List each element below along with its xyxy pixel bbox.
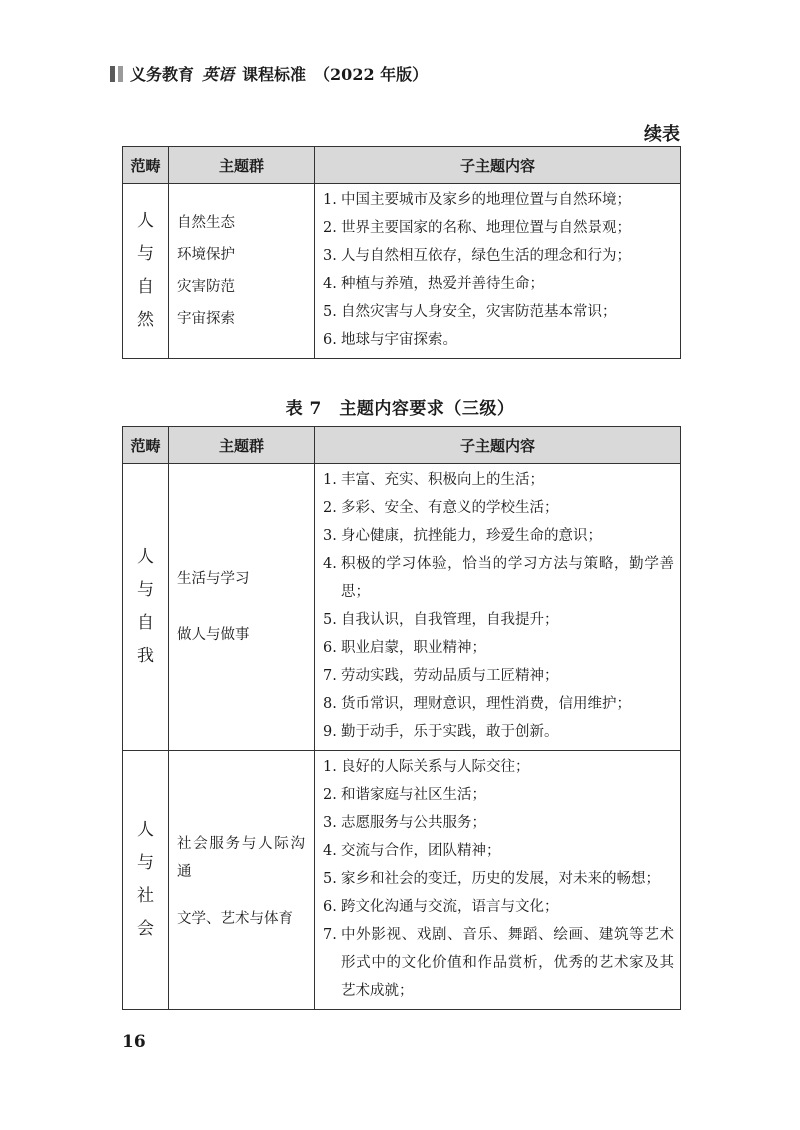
item-text: 中外影视、戏剧、音乐、舞蹈、绘画、建筑等艺术形式中的文化价值和作品赏析，优秀的艺术家及其艺术成就； [341,927,674,999]
header-subject: 英语 [202,65,235,84]
item-number: 3. [323,815,337,831]
item-number: 2. [323,787,337,803]
list-item [323,270,674,298]
subtopic-list [323,466,674,746]
item-number: 2. [323,220,337,236]
list-item [323,214,674,242]
table-7-theme-requirements [122,426,681,1010]
continued-theme-table [122,146,681,359]
column-header-theme-group: 主题群 [169,427,315,464]
theme-group: 做人与做事 [177,627,250,643]
item-text: 勤于动手，乐于实践，敢于创新。 [341,724,559,740]
list-item [323,718,674,746]
item-text: 种植与养殖，热爱并善待生命； [341,276,544,292]
category-char: 自 [137,613,154,633]
list-item [323,662,674,690]
item-number: 4. [323,556,337,572]
list-item [323,606,674,634]
item-number: 6. [323,899,337,915]
item-text: 交流与合作，团队精神； [341,843,501,859]
item-number: 7. [323,668,337,684]
table-row [123,464,681,751]
item-text: 良好的人际关系与人际交往； [341,759,530,775]
list-item [323,494,674,522]
category-char: 人 [137,547,154,567]
item-text: 家乡和社会的变迁，历史的发展，对未来的畅想； [341,871,660,887]
item-number: 3. [323,528,337,544]
item-text: 地球与宇宙探索。 [341,332,457,348]
item-number: 5. [323,612,337,628]
table-header-row [123,427,681,464]
item-number: 4. [323,276,337,292]
table-caption: 表 7 主题内容要求（三级） [285,399,515,419]
list-item [323,242,674,270]
item-number: 6. [323,332,337,348]
list-item [323,690,674,718]
continued-label: 续表 [644,124,680,145]
list-item [323,753,674,781]
list-item [323,522,674,550]
item-number: 5. [323,871,337,887]
item-number: 7. [323,927,337,943]
theme-group: 宇宙探索 [177,311,235,327]
subtopic-cell [315,751,681,1010]
category-char: 与 [137,853,154,873]
list-item [323,326,674,354]
category-char: 与 [137,580,154,600]
subtopic-list [323,753,674,1005]
header-edition: （2022 年版） [314,65,429,84]
item-text: 职业启蒙，职业精神； [341,640,486,656]
list-item [323,921,674,1005]
page-number: 16 [122,1032,146,1052]
theme-group: 环境保护 [177,247,235,263]
list-item [323,634,674,662]
column-header-subtopics: 子主题内容 [315,427,681,464]
theme-group: 灾害防范 [177,279,235,295]
item-text: 志愿服务与公共服务； [341,815,486,831]
item-number: 6. [323,640,337,656]
list-item [323,186,674,214]
theme-group: 文学、艺术与体育 [177,911,293,927]
category-cell [123,464,169,751]
category-char: 人 [137,820,154,840]
column-header-theme-group: 主题群 [169,147,315,184]
table-row [123,751,681,1010]
item-number: 8. [323,696,337,712]
list-item [323,781,674,809]
item-text: 身心健康，抗挫能力，珍爱生命的意识； [341,528,602,544]
item-text: 人与自然相互依存，绿色生活的理念和行为； [341,248,631,264]
category-cell [123,751,169,1010]
category-char: 自 [137,277,154,297]
item-text: 跨文化沟通与交流，语言与文化； [341,899,559,915]
item-text: 丰富、充实、积极向上的生活； [341,472,544,488]
category-char: 然 [137,310,154,330]
item-text: 和谐家庭与社区生活； [341,787,486,803]
category-char: 我 [137,646,154,666]
list-item [323,865,674,893]
list-item [323,893,674,921]
column-header-subtopics: 子主题内容 [315,147,681,184]
item-text: 货币常识，理财意识，理性消费，信用维护； [341,696,631,712]
theme-group: 生活与学习 [177,571,250,587]
category-char: 会 [137,919,154,939]
item-text: 积极的学习体验，恰当的学习方法与策略，勤学善思； [341,556,674,600]
table-row [123,184,681,359]
category-char: 与 [137,244,154,264]
category-char: 人 [137,211,154,231]
category-cell [123,184,169,359]
item-number: 4. [323,843,337,859]
subtopic-list [323,186,674,354]
item-text: 自然灾害与人身安全，灾害防范基本常识； [341,304,617,320]
subtopic-cell [315,464,681,751]
header-series-title: 义务教育 [130,65,195,84]
item-number: 1. [323,192,337,208]
list-item [323,466,674,494]
item-text: 自我认识，自我管理，自我提升； [341,612,559,628]
item-text: 劳动实践，劳动品质与工匠精神； [341,668,559,684]
running-header [110,62,436,85]
list-item [323,298,674,326]
list-item [323,837,674,865]
header-bar-mark [118,66,123,82]
item-number: 3. [323,248,337,264]
item-text: 中国主要城市及家乡的地理位置与自然环境； [341,192,631,208]
header-document-title: 课程标准 [242,65,307,84]
header-bar-mark [110,66,115,82]
subtopic-cell [315,184,681,359]
theme-group-cell [169,464,315,751]
item-number: 1. [323,472,337,488]
item-text: 多彩、安全、有意义的学校生活； [341,500,559,516]
category-char: 社 [137,886,154,906]
item-text: 世界主要国家的名称、地理位置与自然景观； [341,220,631,236]
list-item [323,550,674,606]
item-number: 9. [323,724,337,740]
list-item [323,809,674,837]
item-number: 1. [323,759,337,775]
theme-group-cell [169,184,315,359]
theme-group-cell [169,751,315,1010]
theme-group: 自然生态 [177,215,235,231]
item-number: 5. [323,304,337,320]
table-header-row [123,147,681,184]
item-number: 2. [323,500,337,516]
column-header-category: 范畴 [123,427,169,464]
column-header-category: 范畴 [123,147,169,184]
theme-group: 社会服务与人际沟通 [177,836,306,880]
